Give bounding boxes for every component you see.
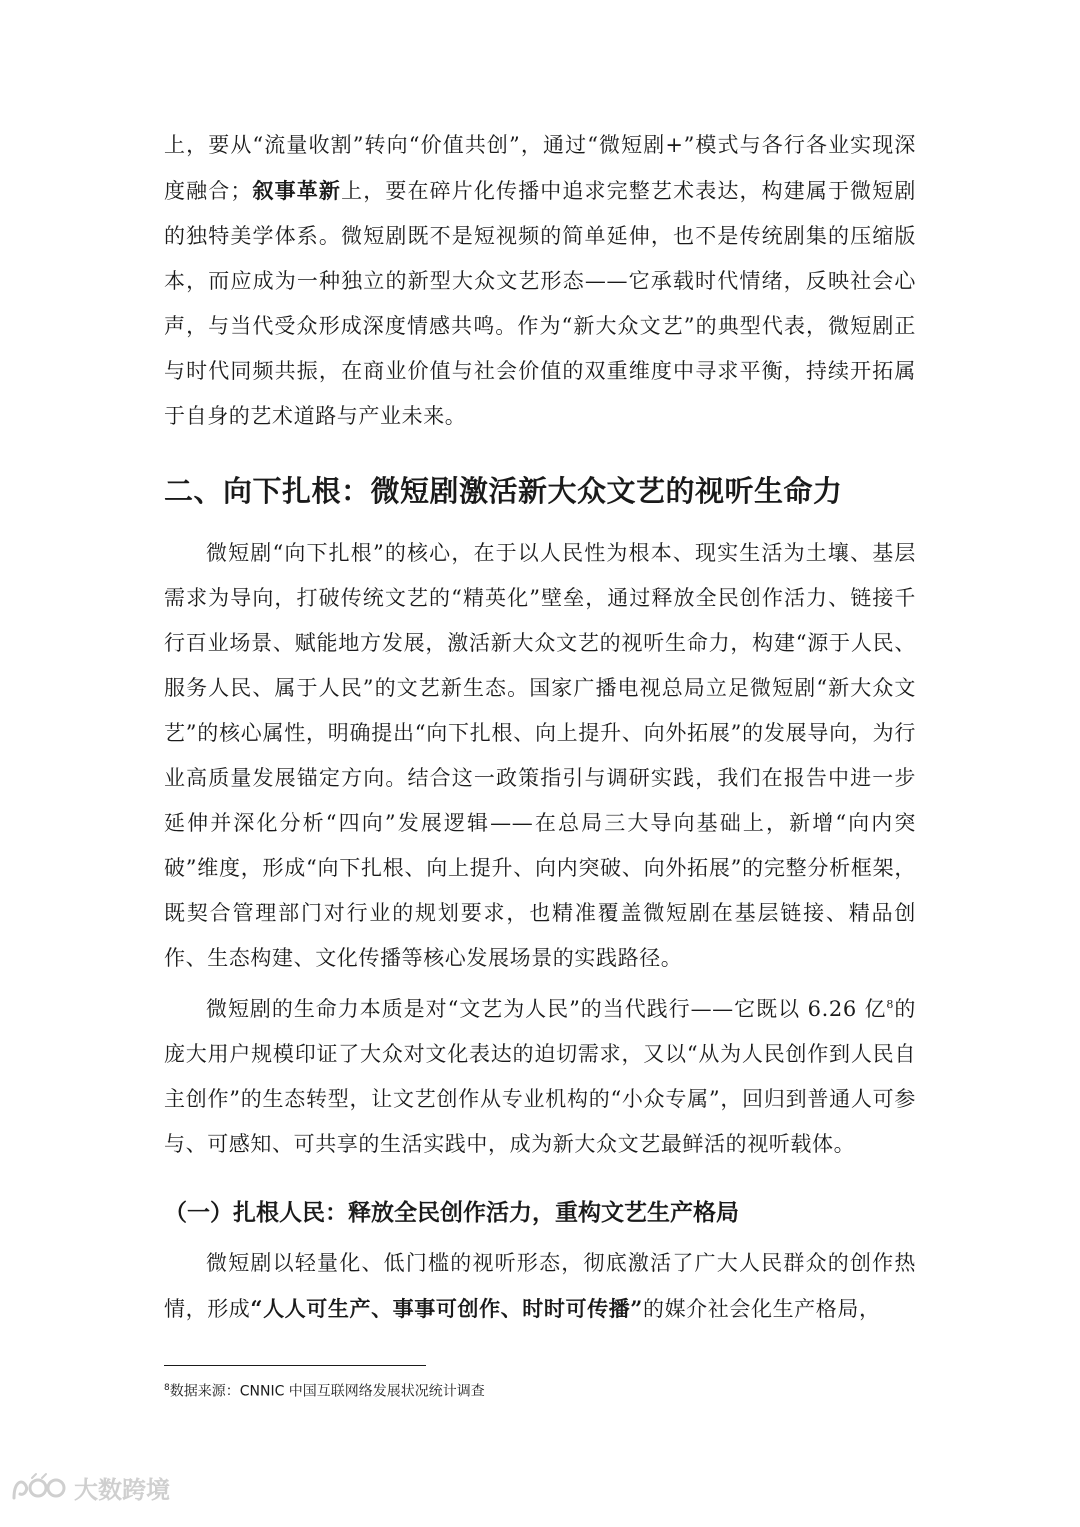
bold-phrase: “人人可生产、事事可创作、时时可传播”: [250, 1296, 643, 1321]
paragraph-continuation: [164, 123, 916, 439]
paragraph-text: 微短剧的生命力本质是对“文艺为人民”的当代践行——它既以 6.26 亿: [206, 997, 887, 1021]
paragraph-text: 上，要从“流量收割”转向“价值共创”，通过“微短剧+”模式与各行各业实现深度融合；: [164, 133, 916, 203]
paragraph-text: 上，要在碎片化传播中追求完整艺术表达，构建属于微短剧的独特美学体系。微短剧既不是短视频的简单延伸，也不是传统剧集的压缩版本，而应成为一种独立的新型大众文艺形态——它承载时代情绪，反映社会心声，与当代受众形成深度情感共鸣。作为“新大众文艺”的典型代表，微短剧正与时代同频共振，在商业价值与社会价值的双重维度中寻求平衡，持续开拓属于自身的艺术道路与产业未来。: [164, 179, 916, 428]
section-heading: 二、向下扎根：微短剧激活新大众文艺的视听生命力: [164, 474, 843, 508]
bold-term: 叙事革新: [252, 178, 342, 203]
paragraph-text: 微短剧以轻量化、低门槛的视听形态，彻底激活了广大人民群众的创作热情，形成: [164, 1251, 916, 1321]
paragraph: 微短剧“向下扎根”的核心，在于以人民性为根本、现实生活为土壤、基层需求为导向，打破传统文艺的“精英化”壁垒，通过释放全民创作活力、链接千行百业场景、赋能地方发展，激活新大众文艺的视听生命力，构建“源于人民、服务人民、属于人民”的文艺新生态。国家广播电视总局立足微短剧“新大众文艺”的核心属性，明确提出“向下扎根、向上提升、向外拓展”的发展导向，为行业高质量发展锚定方向。结合这一政策指引与调研实践，我们在报告中进一步延伸并深化分析“四向”发展逻辑——在总局三大导向基础上，新增“向内突破”维度，形成“向下扎根、向上提升、向内突破、向外拓展”的完整分析框架，既契合管理部门对行业的规划要求，也精准覆盖微短剧在基层链接、精品创作、生态构建、文化传播等核心发展场景的实践路径。: [164, 541, 916, 970]
footnote: [164, 1378, 485, 1402]
footnote-divider: [164, 1365, 426, 1366]
page-body: [164, 123, 916, 1338]
footnote-text: 数据来源：CNNIC 中国互联网络发展状况统计调查: [169, 1383, 485, 1400]
paragraph-text: 的庞大用户规模印证了大众对文化表达的迫切需求，又以“从为人民创作到人民自主创作”的生态转型，让文艺创作从专业机构的“小众专属”，回归到普通人可参与、可感知、可共享的生活实践中，成为新大众文艺最鲜活的视听载体。: [164, 997, 916, 1156]
paragraph: [164, 1241, 916, 1332]
paragraph: [164, 987, 916, 1167]
paragraph-text: 的媒介社会化生产格局，: [642, 1297, 881, 1321]
watermark: [8, 1470, 170, 1505]
dashuju-logo-icon: [8, 1472, 68, 1504]
watermark-text: 大数跨境: [74, 1476, 170, 1504]
footnote-number: 8: [164, 1383, 170, 1393]
subsection-heading: （一）扎根人民：释放全民创作活力，重构文艺生产格局: [164, 1200, 739, 1226]
footnote-marker[interactable]: 8: [886, 998, 895, 1011]
